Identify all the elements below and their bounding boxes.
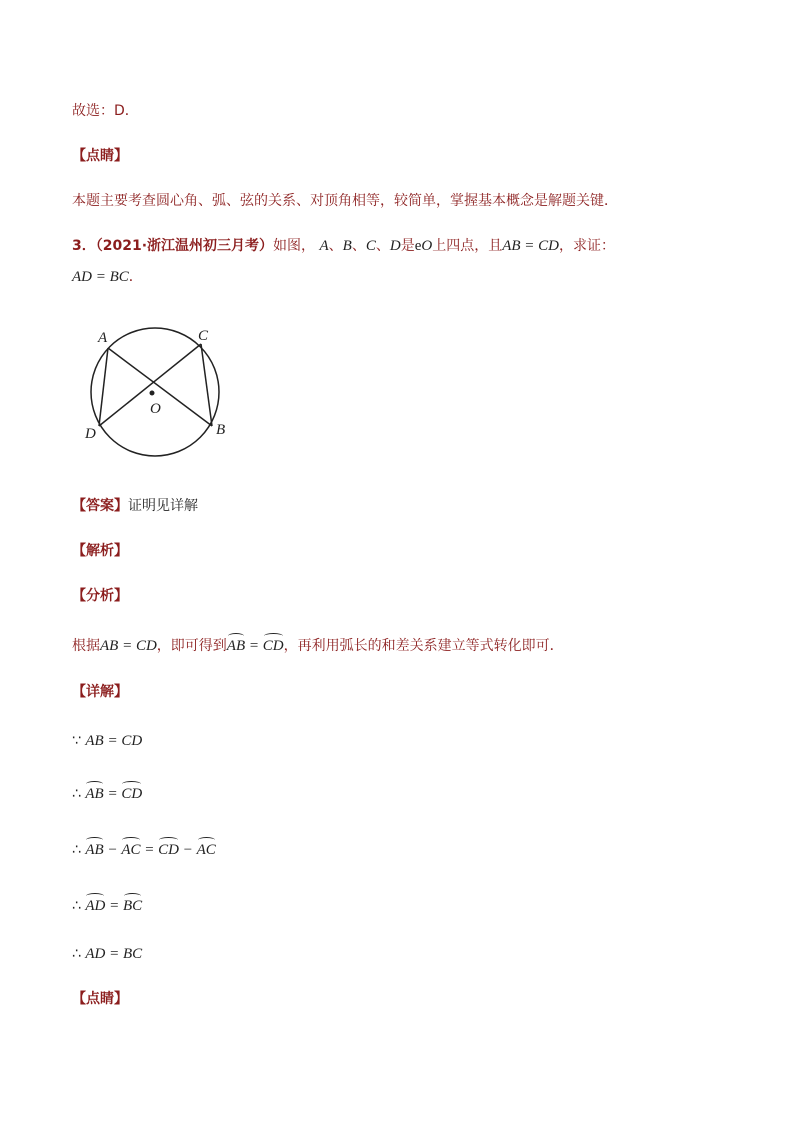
answer-choice: 故选：D． bbox=[72, 103, 139, 119]
answer-line bbox=[72, 496, 198, 516]
question-tail: ，求证： bbox=[559, 238, 616, 254]
label-b: B bbox=[216, 422, 226, 438]
detail-step-4: ∴ AD = BC bbox=[72, 898, 143, 914]
point-d: D bbox=[389, 238, 401, 254]
comment-text: 本题主要考查圆心角、弧、弦的关系、对顶角相等，较简单，掌握基本概念是解题关键． bbox=[72, 193, 618, 209]
label-o: O bbox=[150, 401, 161, 417]
question-number: 3． bbox=[72, 238, 96, 254]
circle-o bbox=[91, 328, 219, 456]
label-d: D bbox=[85, 426, 96, 442]
detail-step-3: ∴ AB − AC = CD − AC bbox=[72, 842, 216, 858]
prove-equation: AD = BC bbox=[72, 269, 129, 285]
point-b: B bbox=[342, 238, 352, 254]
therefore-symbol: ∴ bbox=[72, 786, 81, 802]
arc-cd: CD bbox=[262, 638, 284, 654]
circle-symbol: e bbox=[414, 238, 422, 254]
because-symbol: ∵ bbox=[72, 733, 81, 749]
answer-tag: 【答案】 bbox=[72, 498, 128, 514]
comment-heading: 【点睛】 bbox=[72, 148, 128, 164]
detail-step-5: ∴ AD = BC bbox=[72, 946, 143, 962]
question-lead: 如图， bbox=[273, 238, 316, 254]
center-point bbox=[150, 391, 155, 396]
comment2-heading: 【点睛】 bbox=[72, 991, 128, 1007]
fenxi-heading: 【分析】 bbox=[72, 588, 128, 604]
question-source: （2021·浙江温州初三月考） bbox=[95, 238, 274, 254]
detail-step-1: ∵ AB = CD bbox=[72, 733, 143, 749]
arc-ab: AB bbox=[226, 638, 246, 654]
fenxi-text: 根据AB = CD，即可得到AB = CD，再利用弧长的和差关系建立等式转化即可． bbox=[72, 638, 564, 654]
given-equation: AB = CD bbox=[502, 238, 560, 254]
label-c: C bbox=[198, 328, 209, 344]
answer-text: 证明见详解 bbox=[128, 498, 198, 514]
question-mid: 是 bbox=[400, 238, 415, 254]
label-a: A bbox=[98, 330, 108, 346]
circle-figure bbox=[80, 320, 240, 465]
analysis-heading: 【解析】 bbox=[72, 543, 128, 559]
circle-name: O bbox=[421, 238, 433, 254]
detail-heading: 【详解】 bbox=[72, 684, 128, 700]
point-a: A bbox=[319, 238, 329, 254]
question-line-2: AD = BC． bbox=[72, 269, 143, 285]
chord-cb bbox=[201, 344, 212, 426]
point-c: C bbox=[365, 238, 376, 254]
detail-step-2: ∴ AB = CD bbox=[72, 786, 143, 802]
question-mid2: 上四点，且 bbox=[432, 238, 503, 254]
question-line-1: 3．（2021·浙江温州初三月考）如图， A、B、C、D是eO上四点，且AB = CD，求证： bbox=[72, 238, 616, 254]
